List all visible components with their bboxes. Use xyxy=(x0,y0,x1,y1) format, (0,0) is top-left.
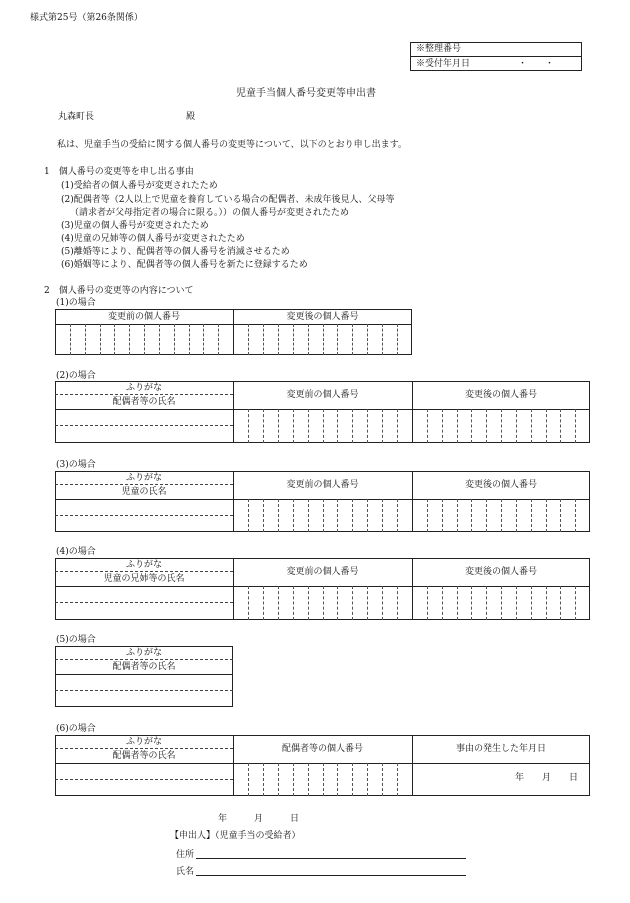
case3-name-header: 児童の氏名 xyxy=(121,487,167,497)
case6-event-date-value[interactable]: 年 月 日 xyxy=(515,773,579,783)
digit-divider xyxy=(278,409,279,443)
case5-name-header: 配偶者等の氏名 xyxy=(112,662,176,672)
section2-heading: 2 個人番号の変更等の内容について xyxy=(44,286,194,296)
seiri-number-label: ※整理番号 xyxy=(416,44,462,54)
digit-divider xyxy=(367,586,368,620)
case4-name-dash xyxy=(55,602,233,603)
page-title: 児童手当個人番号変更等申出書 xyxy=(236,88,376,99)
digit-divider xyxy=(85,324,86,355)
digit-divider xyxy=(248,324,249,355)
case5-header-line xyxy=(55,674,233,675)
digit-divider xyxy=(159,324,160,355)
digit-divider xyxy=(352,409,353,443)
digit-divider xyxy=(352,763,353,796)
digit-divider xyxy=(114,324,115,355)
digit-divider xyxy=(575,409,576,443)
digit-divider xyxy=(203,324,204,355)
digit-divider xyxy=(189,324,190,355)
digit-divider xyxy=(352,586,353,620)
digit-divider xyxy=(397,499,398,532)
case3-name-dash xyxy=(55,515,233,516)
addressee: 丸森町長 xyxy=(58,112,95,122)
case2-furigana-line xyxy=(55,394,233,395)
digit-divider xyxy=(442,586,443,620)
case2-label: (2)の場合 xyxy=(56,371,96,381)
digit-divider xyxy=(308,499,309,532)
digit-divider xyxy=(278,499,279,532)
digit-divider xyxy=(486,499,487,532)
name-field[interactable] xyxy=(196,875,466,876)
digit-divider xyxy=(546,586,547,620)
uketsuke-date-dots: ・ ・ xyxy=(518,59,555,69)
case3-before-header: 変更前の個人番号 xyxy=(286,480,359,490)
case4-name-header: 児童の兄姉等の氏名 xyxy=(103,574,185,584)
case6-event-date-header: 事由の発生した年月日 xyxy=(455,744,546,754)
digit-divider xyxy=(397,763,398,796)
digit-divider xyxy=(323,763,324,796)
digit-divider xyxy=(263,324,264,355)
digit-divider xyxy=(471,499,472,532)
digit-divider xyxy=(397,409,398,443)
case2-before-header: 変更前の個人番号 xyxy=(286,390,359,400)
digit-divider xyxy=(457,586,458,620)
case6-number-header: 配偶者等の個人番号 xyxy=(281,744,363,754)
digit-divider xyxy=(352,324,353,355)
digit-divider xyxy=(367,763,368,796)
digit-divider xyxy=(531,409,532,443)
case2-name-header: 配偶者等の氏名 xyxy=(112,397,176,407)
digit-divider xyxy=(442,409,443,443)
addressee-suffix: 殿 xyxy=(186,112,196,122)
digit-divider xyxy=(367,499,368,532)
digit-divider xyxy=(248,499,249,532)
digit-divider xyxy=(100,324,101,355)
digit-divider xyxy=(575,499,576,532)
digit-divider xyxy=(382,499,383,532)
section1-heading: 1 個人番号の変更等を申し出る事由 xyxy=(44,167,194,177)
digit-divider xyxy=(397,324,398,355)
digit-divider xyxy=(308,409,309,443)
name-label: 氏名 xyxy=(176,867,195,877)
case4-before-header: 変更前の個人番号 xyxy=(286,567,359,577)
case2-furigana: ふりがな xyxy=(125,383,162,393)
digit-divider xyxy=(560,586,561,620)
digit-divider xyxy=(278,763,279,796)
digit-divider xyxy=(516,499,517,532)
reason-item-4: (4)児童の兄姉等の個人番号が変更されたため xyxy=(61,234,245,244)
uketsuke-date-label: ※受付年月日 xyxy=(416,59,471,69)
digit-divider xyxy=(323,499,324,532)
digit-divider xyxy=(382,409,383,443)
case3-furigana: ふりがな xyxy=(125,473,162,483)
digit-divider xyxy=(471,409,472,443)
case2-name-dash xyxy=(55,425,233,426)
form-number: 様式第25号（第26条関係） xyxy=(30,13,143,23)
digit-divider xyxy=(531,499,532,532)
digit-divider xyxy=(442,499,443,532)
digit-divider xyxy=(575,586,576,620)
footer-date: 年 月 日 xyxy=(218,814,300,824)
case5-label: (5)の場合 xyxy=(56,635,96,645)
address-label: 住所 xyxy=(176,850,195,860)
applicant-heading: 【申出人】（児童手当の受給者） xyxy=(170,831,301,841)
digit-divider xyxy=(278,586,279,620)
case6-label: (6)の場合 xyxy=(56,724,96,734)
case5-name-dash xyxy=(55,690,233,691)
digit-divider xyxy=(457,499,458,532)
case6-name-dash xyxy=(55,779,233,780)
digit-divider xyxy=(129,324,130,355)
case2-after-header: 変更後の個人番号 xyxy=(464,390,537,400)
address-field[interactable] xyxy=(196,858,466,859)
digit-divider xyxy=(293,409,294,443)
reason-item-1: (1)受給者の個人番号が変更されたため xyxy=(61,181,218,191)
case4-label: (4)の場合 xyxy=(56,547,96,557)
digit-divider xyxy=(382,763,383,796)
digit-divider xyxy=(263,499,264,532)
digit-divider xyxy=(293,324,294,355)
digit-divider xyxy=(263,586,264,620)
digit-divider xyxy=(516,586,517,620)
digit-divider xyxy=(427,409,428,443)
reason-item-3: (3)児童の個人番号が変更されたため xyxy=(61,221,209,231)
case3-label: (3)の場合 xyxy=(56,460,96,470)
digit-divider xyxy=(144,324,145,355)
digit-divider xyxy=(352,499,353,532)
digit-divider xyxy=(427,499,428,532)
digit-divider xyxy=(471,586,472,620)
case1-label: (1)の場合 xyxy=(56,298,96,308)
digit-divider xyxy=(516,409,517,443)
digit-divider xyxy=(486,586,487,620)
reason-item-6: (6)婚姻等により、配偶者等の個人番号を新たに登録するため xyxy=(61,260,308,270)
office-box-divider xyxy=(410,56,582,57)
digit-divider xyxy=(382,586,383,620)
digit-divider xyxy=(293,499,294,532)
case6-furigana: ふりがな xyxy=(125,737,162,747)
digit-divider xyxy=(323,409,324,443)
digit-divider xyxy=(248,763,249,796)
digit-divider xyxy=(293,763,294,796)
case5-furigana: ふりがな xyxy=(125,648,162,658)
case3-furigana-line xyxy=(55,484,233,485)
digit-divider xyxy=(501,409,502,443)
digit-divider xyxy=(546,499,547,532)
digit-divider xyxy=(337,324,338,355)
digit-divider xyxy=(397,586,398,620)
digit-divider xyxy=(382,324,383,355)
digit-divider xyxy=(501,499,502,532)
case6-name-header: 配偶者等の氏名 xyxy=(112,751,176,761)
reason-item-2-cont: （請求者が父母指定者の場合に限る。））の個人番号が変更されたため xyxy=(70,208,350,218)
digit-divider xyxy=(486,409,487,443)
digit-divider xyxy=(218,324,219,355)
digit-divider xyxy=(70,324,71,355)
digit-divider xyxy=(337,499,338,532)
case1-before-header: 変更前の個人番号 xyxy=(107,312,180,322)
digit-divider xyxy=(367,324,368,355)
digit-divider xyxy=(263,409,264,443)
digit-divider xyxy=(278,324,279,355)
digit-divider xyxy=(308,324,309,355)
reason-item-2: (2)配偶者等（2人以上で児童を養育している場合の配偶者、未成年後見人、父母等 xyxy=(61,195,395,205)
digit-divider xyxy=(546,409,547,443)
digit-divider xyxy=(337,586,338,620)
digit-divider xyxy=(531,586,532,620)
case3-after-header: 変更後の個人番号 xyxy=(464,480,537,490)
digit-divider xyxy=(427,586,428,620)
intro-text: 私は、児童手当の受給に関する個人番号の変更等について、以下のとおり申し出ます。 xyxy=(57,140,407,150)
case4-furigana-line xyxy=(55,571,233,572)
case5-furigana-line xyxy=(55,659,233,660)
digit-divider xyxy=(174,324,175,355)
case6-furigana-line xyxy=(55,748,233,749)
digit-divider xyxy=(323,586,324,620)
digit-divider xyxy=(323,324,324,355)
digit-divider xyxy=(293,586,294,620)
digit-divider xyxy=(337,409,338,443)
case4-after-header: 変更後の個人番号 xyxy=(464,567,537,577)
digit-divider xyxy=(337,763,338,796)
reason-item-5: (5)離婚等により、配偶者等の個人番号を消滅させるため xyxy=(61,247,290,257)
digit-divider xyxy=(248,586,249,620)
digit-divider xyxy=(560,409,561,443)
digit-divider xyxy=(308,586,309,620)
case4-furigana: ふりがな xyxy=(125,560,162,570)
digit-divider xyxy=(501,586,502,620)
digit-divider xyxy=(457,409,458,443)
digit-divider xyxy=(263,763,264,796)
case1-after-header: 変更後の個人番号 xyxy=(286,312,359,322)
digit-divider xyxy=(248,409,249,443)
digit-divider xyxy=(560,499,561,532)
digit-divider xyxy=(367,409,368,443)
digit-divider xyxy=(308,763,309,796)
